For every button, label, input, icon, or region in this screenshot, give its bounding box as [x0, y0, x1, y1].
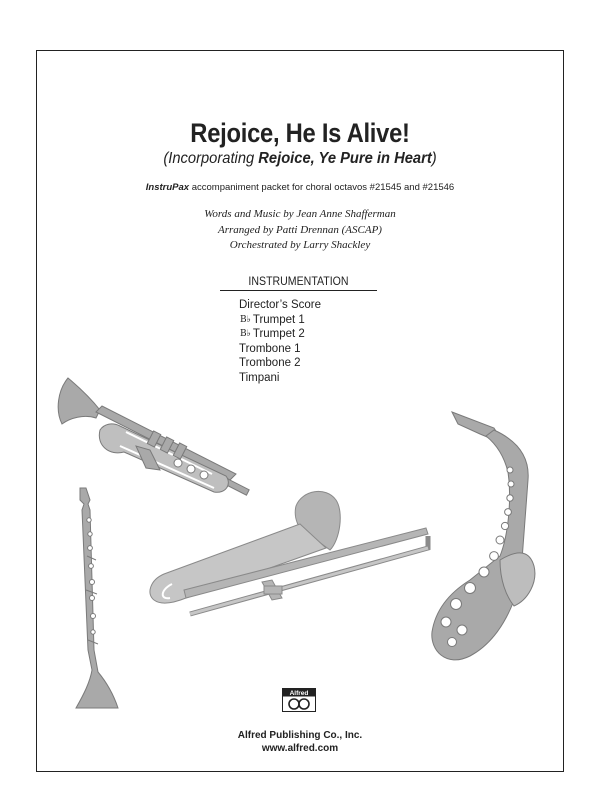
part-name: Trumpet 1 — [249, 313, 305, 326]
publisher-name: Alfred Publishing Co., Inc. — [237, 730, 363, 741]
credit-line: Words and Music by Jean Anne Shafferman — [204, 208, 396, 220]
page-title: Rejoice, He Is Alive! — [190, 118, 410, 148]
clarinet-icon — [76, 488, 118, 708]
trombone-icon — [150, 491, 428, 614]
instrumentation-heading: INSTRUMENTATION — [248, 276, 349, 288]
part-name: Trombone 2 — [239, 357, 301, 369]
part-name: Director’s Score — [239, 299, 322, 311]
alfred-logo — [282, 688, 316, 712]
key-label: B♭ — [240, 329, 251, 339]
key-label: B♭ — [240, 314, 251, 325]
brand-name: InstruPax — [145, 182, 190, 193]
publisher-website: www.alfred.com — [261, 743, 339, 754]
subtitle-close: ) — [431, 150, 437, 167]
subtitle-bold: Rejoice, Ye Pure in Heart — [258, 150, 432, 167]
part-name: Timpani — [239, 371, 280, 384]
saxophone-icon — [432, 412, 535, 660]
credit-line: Orchestrated by Larry Shackley — [229, 239, 371, 251]
subtitle-open: (Incorporating — [163, 150, 259, 167]
trumpet-icon — [58, 378, 249, 495]
packet-text: accompaniment packet for choral octavos #21545 and #21546 — [189, 182, 455, 193]
credit-line: Arranged by Patti Drennan (ASCAP) — [218, 223, 382, 236]
part-name: Trombone 1 — [239, 342, 301, 355]
logo-text: Alfred — [289, 690, 309, 697]
part-name: Trumpet 2 — [249, 328, 305, 340]
